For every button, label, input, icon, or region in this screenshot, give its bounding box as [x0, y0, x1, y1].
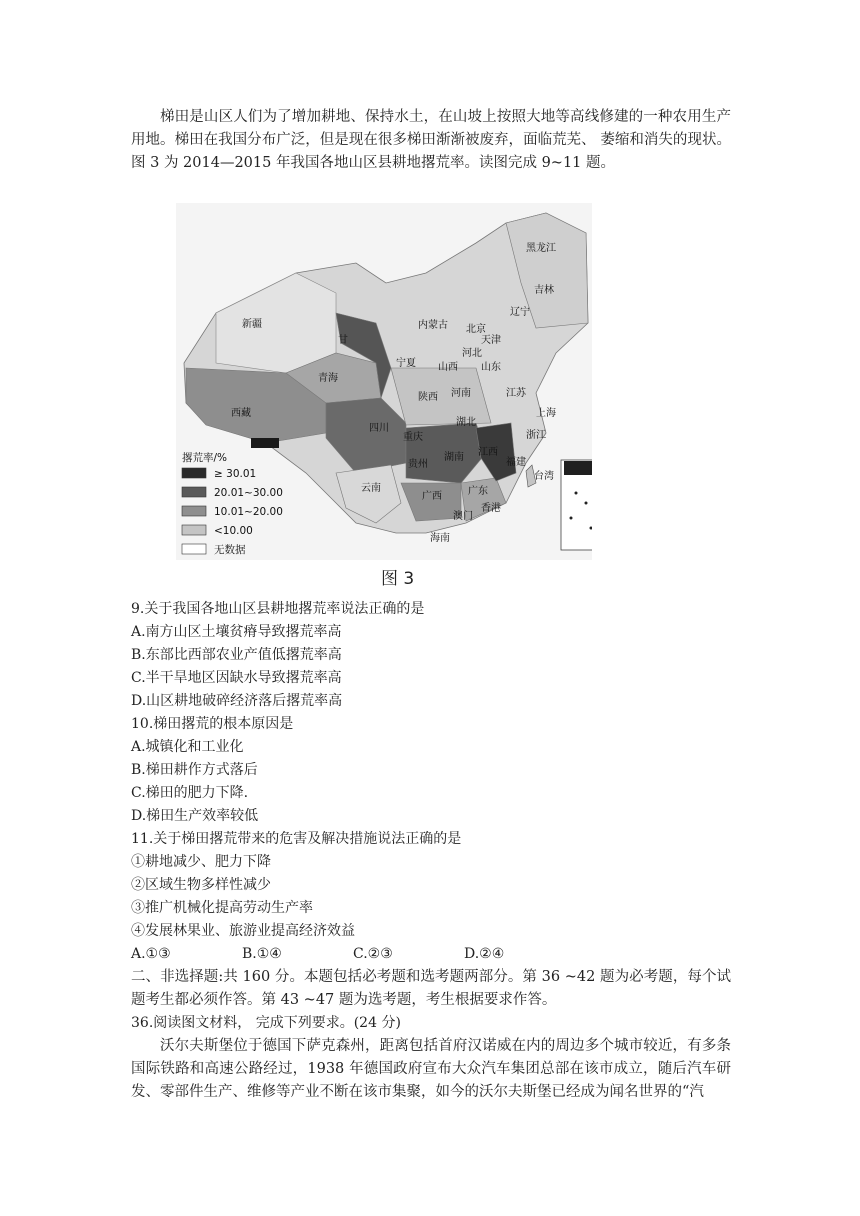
label-shaanxi: 陕西	[418, 392, 438, 403]
label-chongqing: 重庆	[403, 432, 423, 443]
q11-option-d: D.②④	[464, 946, 505, 962]
q11-option-c: C.②③	[353, 946, 393, 962]
label-guangdong: 广东	[468, 486, 488, 497]
legend-swatch-2	[182, 487, 206, 497]
legend-label-5: <10.00	[214, 525, 253, 537]
figure-caption: 图 3	[381, 569, 415, 589]
label-guizhou: 贵州	[408, 459, 428, 470]
q36-material: 沃尔夫斯堡位于德国下萨克森州，距离包括首府汉诺威在内的周边多个城市较近，有多条国际铁路和高速公路经过，1938 年德国政府宣布大众汽车集团总部在该市成立，随后汽车研发、零部件生产、维修等产业不断在该市集聚，如今的沃尔夫斯堡已经成为闻名世界的“汽	[131, 1038, 731, 1100]
q9-option-c: C.半干旱地区因缺水导致撂荒率高	[131, 670, 342, 686]
legend-swatch-3	[182, 506, 206, 516]
legend-title: 撂荒率/%	[182, 452, 228, 464]
label-hainan: 海南	[430, 533, 450, 544]
label-shandong: 山东	[481, 362, 501, 373]
q9-option-b: B.东部比西部农业产值低撂荒率高	[131, 647, 342, 663]
q36-heading: 36.阅读图文材料， 完成下列要求。(24 分)	[131, 1015, 401, 1031]
map-region-central	[391, 368, 491, 425]
label-xianggang: 香港	[481, 503, 501, 514]
legend-label-3: 10.01~20.00	[214, 506, 283, 518]
label-beijing: 北京	[466, 324, 486, 335]
q11-option-b: B.①④	[242, 946, 282, 962]
label-fujian: 福建	[506, 457, 526, 468]
q9-stem: 9.关于我国各地山区县耕地撂荒率说法正确的是	[131, 601, 425, 617]
label-shanghai: 上海	[536, 408, 556, 419]
china-map-svg	[176, 203, 592, 560]
legend-swatch-1	[182, 468, 206, 478]
label-xizang: 西藏	[231, 408, 251, 419]
label-qinghai: 青海	[318, 373, 338, 384]
legend-swatch-4	[182, 525, 206, 535]
label-neimenggu: 内蒙古	[418, 320, 448, 331]
q10-option-b: B.梯田耕作方式落后	[131, 762, 258, 778]
q11-stem: 11.关于梯田撂荒带来的危害及解决措施说法正确的是	[131, 831, 462, 847]
section-2-heading: 二、非选择题:共 160 分。本题包括必考题和选考题两部分。第 36 ~42 题为必考题，每个试题考生都必须作答。第 43 ~47 题为选考题，考生根据要求作答。	[131, 969, 731, 1008]
label-jiangsu: 江苏	[506, 388, 526, 399]
label-henan: 河南	[451, 388, 471, 399]
label-guangxi: 广西	[422, 491, 442, 502]
label-shanxi: 山西	[438, 362, 458, 373]
label-jilin: 吉林	[534, 285, 554, 296]
label-tianjin: 天津	[481, 335, 501, 346]
label-yunnan: 云南	[361, 483, 381, 494]
q11-options	[131, 943, 575, 965]
q11-option-a: A.①③	[131, 946, 171, 962]
label-sichuan: 四川	[369, 423, 389, 434]
q11-statement-1: ①耕地减少、肥力下降	[131, 854, 271, 870]
label-xinjiang: 新疆	[242, 319, 262, 330]
label-gansu: 甘	[338, 335, 348, 346]
intro-paragraph: 梯田是山区人们为了增加耕地、保持水土，在山坡上按照大地等高线修建的一种农用生产用地。梯田在我国分布广泛，但是现在很多梯田渐渐被废弃，面临荒芜、 萎缩和消失的现状。图 3 为 2014—2015 年我国各地山区县耕地撂荒率。读图完成 9~11 题。	[131, 109, 731, 171]
legend-swatch-5	[182, 544, 206, 554]
label-jiangxi: 江西	[478, 447, 498, 458]
label-hubei: 湖北	[456, 417, 476, 428]
label-liaoning: 辽宁	[510, 307, 530, 318]
q11-statement-3: ③推广机械化提高劳动生产率	[131, 900, 313, 916]
label-aomen: 澳门	[453, 511, 473, 522]
label-taiwan: 台湾	[534, 471, 554, 482]
q10-option-d: D.梯田生产效率较低	[131, 808, 259, 824]
figure-3-map	[176, 203, 592, 560]
q9-option-a: A.南方山区土壤贫瘠导致撂荒率高	[131, 624, 342, 640]
q10-option-c: C.梯田的肥力下降.	[131, 785, 249, 801]
q9-option-d: D.山区耕地破碎经济落后撂荒率高	[131, 693, 343, 709]
legend-label-2: 20.01~30.00	[214, 487, 283, 499]
q11-statement-4: ④发展林果业、旅游业提高经济效益	[131, 923, 355, 939]
legend-label-5b: 无数据	[214, 544, 246, 556]
label-ningxia: 宁夏	[396, 358, 416, 369]
label-zhejiang: 浙江	[526, 430, 546, 441]
map-dark-spot	[251, 438, 279, 448]
q11-statement-2: ②区域生物多样性减少	[131, 877, 271, 893]
q10-option-a: A.城镇化和工业化	[131, 739, 244, 755]
label-heilongjiang: 黑龙江	[526, 243, 556, 254]
label-hebei: 河北	[462, 348, 482, 359]
label-hunan: 湖南	[444, 452, 464, 463]
q10-stem: 10.梯田撂荒的根本原因是	[131, 716, 294, 732]
legend-label-1: ≥ 30.01	[214, 468, 257, 480]
